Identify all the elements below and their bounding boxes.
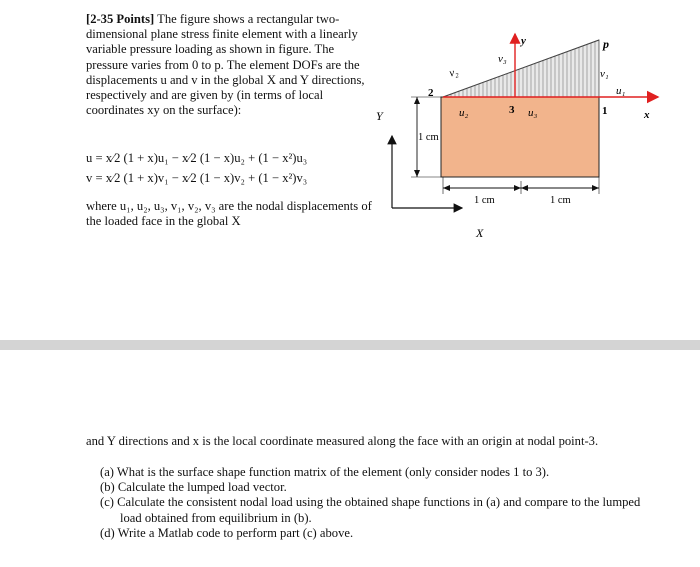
u1-label: u₁ bbox=[616, 85, 626, 97]
node-2-label: 2 bbox=[428, 87, 434, 99]
u-equation: u = x⁄2 (1 + x)u₁ − x⁄2 (1 − x)u₂ + (1 − x²)u₃ bbox=[86, 151, 308, 165]
v-equation: v = x⁄2 (1 + x)v₁ − x⁄2 (1 − x)v₂ + (1 − x²)v₃ bbox=[86, 171, 308, 185]
part-c: (c) Calculate the consistent nodal load using the obtained shape functions in (a) and compare to the lumped load obtained from equilibrium in (b). bbox=[100, 495, 641, 525]
part-a: (a) What is the surface shape function matrix of the element (only consider nodes 1 to 3). bbox=[100, 465, 550, 479]
element-figure bbox=[370, 28, 670, 248]
v3-label: v₃ bbox=[498, 53, 507, 65]
displacement-equations bbox=[86, 148, 376, 188]
continuation-text: and Y directions and x is the local coordinate measured along the face with an origin at nodal point-3. bbox=[86, 434, 599, 448]
height-dimension-label: 1 cm bbox=[418, 132, 439, 143]
points-label: [2-35 Points] bbox=[86, 12, 155, 26]
u2-label: u₂ bbox=[459, 107, 469, 119]
width-left-label: 1 cm bbox=[474, 195, 495, 206]
u3-label: u₃ bbox=[528, 107, 538, 119]
local-x-label: x bbox=[644, 109, 650, 121]
v1-label: v₁ bbox=[600, 68, 609, 80]
node-1-label: 1 bbox=[602, 105, 608, 117]
global-Y-label: Y bbox=[376, 109, 383, 123]
global-X-label: X bbox=[476, 226, 484, 240]
part-d: (d) Write a Matlab code to perform part (c) above. bbox=[100, 525, 354, 540]
problem-text: The figure shows a rectangular two-dimensional plane stress finite element with a linearly variable pressure loading as shown in figure. The pressure varies from 0 to p. The element DOFs are the displacements u and v in the global X and Y directions, respectively and are given by (in terms of local coordinates xy on the surface): bbox=[86, 12, 365, 118]
node-3-label: 3 bbox=[509, 104, 515, 116]
element-diagram bbox=[370, 28, 670, 248]
page-divider bbox=[0, 340, 700, 350]
load-p-label: p bbox=[603, 37, 609, 51]
width-right-label: 1 cm bbox=[550, 195, 571, 206]
part-b: (b) Calculate the lumped load vector. bbox=[100, 480, 287, 495]
problem-statement bbox=[86, 12, 366, 118]
where-text: where u₁, u₂, u₃, v₁, v₂, v₃ are the nodal displacements of the loaded face in the global X bbox=[86, 199, 372, 229]
local-y-label: y bbox=[521, 35, 526, 47]
question-parts bbox=[100, 465, 660, 541]
v2-label: v₂ bbox=[448, 66, 460, 80]
